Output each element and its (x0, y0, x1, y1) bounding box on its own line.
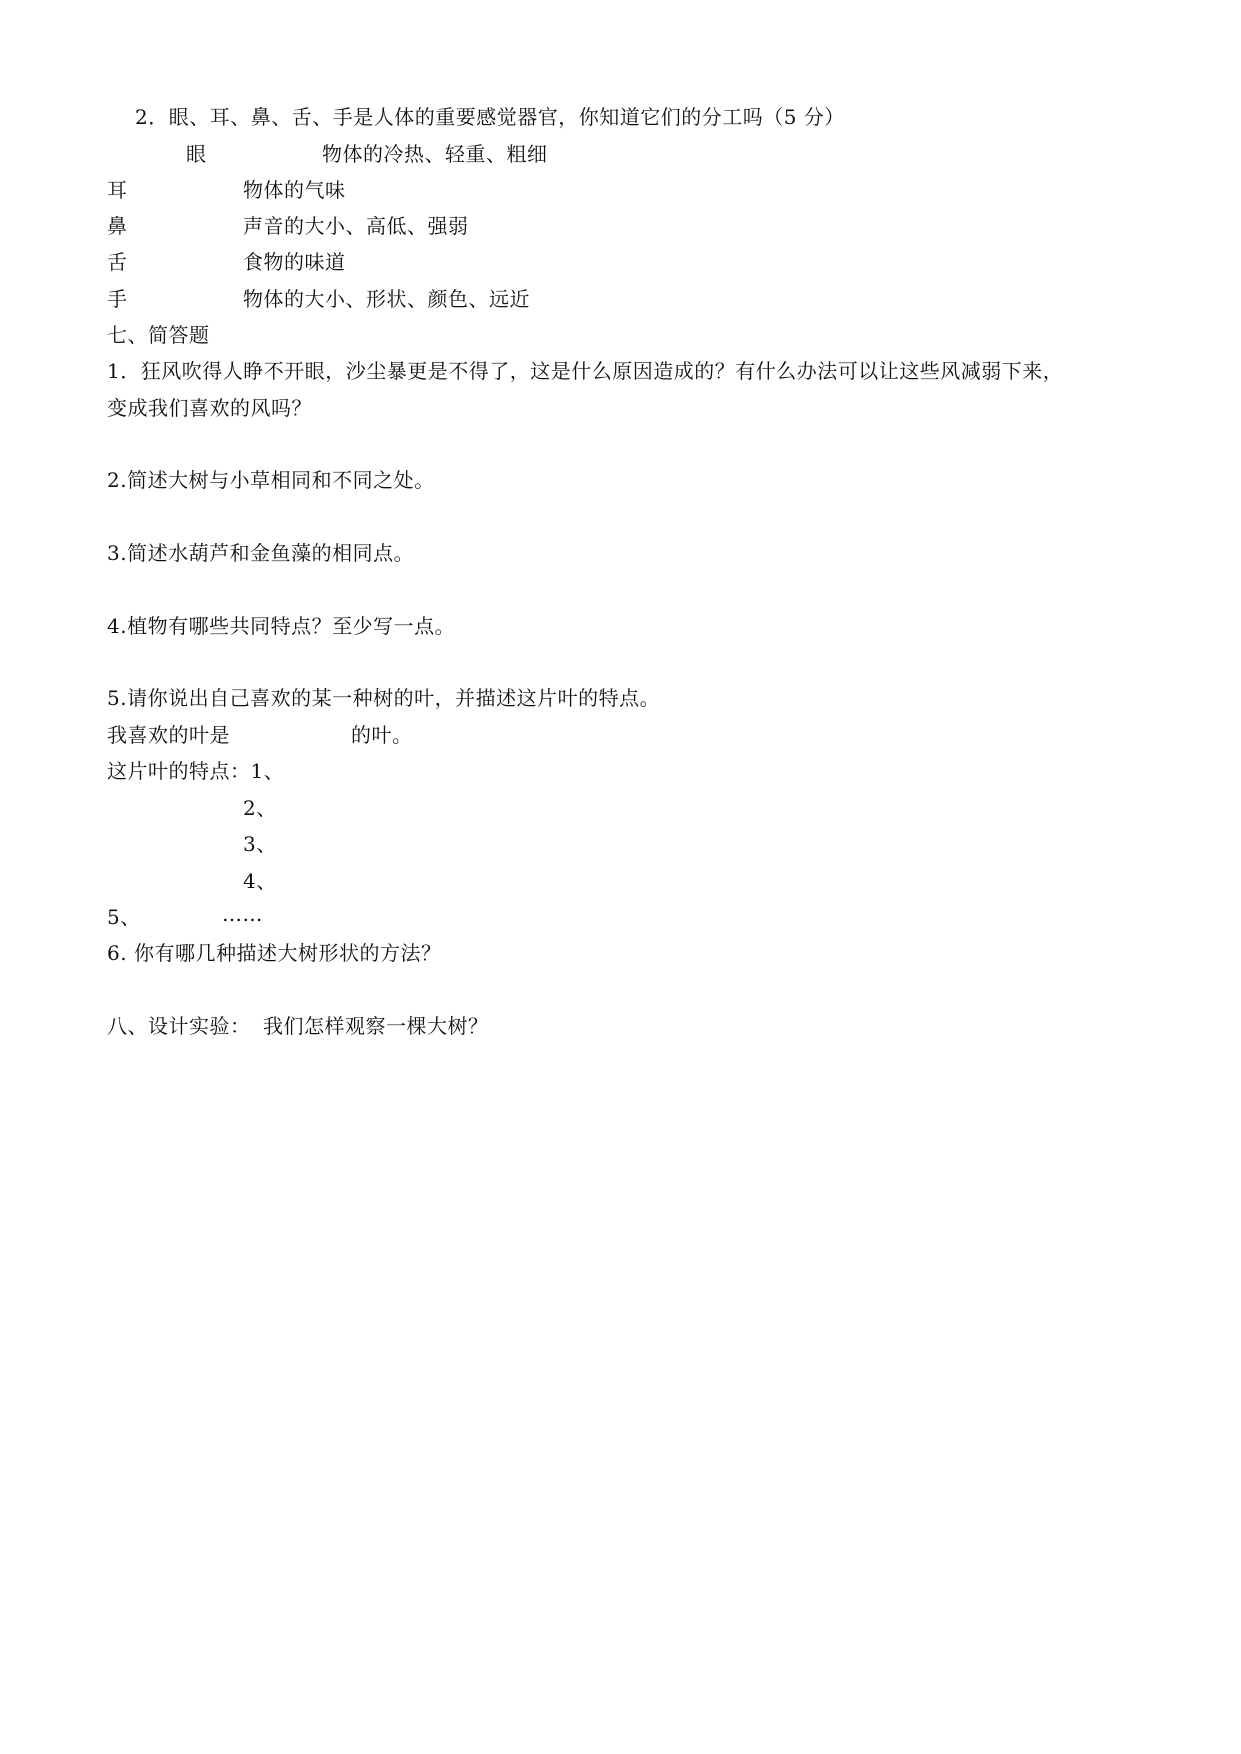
question-2-prompt: 2．眼、耳、鼻、舌、手是人体的重要感觉器官，你知道它们的分工吗（5 分） (135, 105, 845, 129)
q5-feature-item: 3、 (243, 832, 277, 856)
q5-text: 5.请你说出自己喜欢的某一种树的叶，并描述这片叶的特点。 (107, 686, 661, 710)
function-item: 物体的气味 (243, 178, 346, 202)
q5-feature-item: 2、 (243, 796, 277, 820)
organ-eye: 眼 (186, 142, 207, 166)
q2-text: 2.简述大树与小草相同和不同之处。 (107, 468, 435, 492)
q1-line-1: 1．狂风吹得人睁不开眼，沙尘暴更是不得了，这是什么原因造成的？有什么办法可以让这些风减弱下来， (107, 359, 1064, 383)
q3-text: 3.简述水葫芦和金鱼藻的相同点。 (107, 541, 415, 565)
function-item: 物体的大小、形状、颜色、远近 (243, 287, 530, 311)
q1-line-2: 变成我们喜欢的风吗？ (107, 396, 312, 420)
q6-text: 6. 你有哪几种描述大树形状的方法？ (107, 941, 442, 965)
section-7-heading: 七、简答题 (107, 323, 210, 347)
q5-feature-item: 4、 (243, 869, 277, 893)
section-8-question: 我们怎样观察一棵大树？ (263, 1014, 489, 1038)
q5-like-prefix: 我喜欢的叶是 (107, 723, 230, 747)
q5-like-suffix: 的叶。 (351, 723, 413, 747)
organ-ear: 耳 (107, 178, 128, 202)
organ-tongue: 舌 (107, 250, 128, 274)
section-8-heading: 八、设计实验： (107, 1014, 251, 1038)
function-item: 声音的大小、高低、强弱 (243, 214, 469, 238)
q5-features-label: 这片叶的特点：1、 (107, 759, 285, 783)
q4-text: 4.植物有哪些共同特点？至少写一点。 (107, 614, 456, 638)
function-item: 物体的冷热、轻重、粗细 (322, 142, 548, 166)
q5-ellipsis: …… (222, 902, 263, 926)
organ-hand: 手 (107, 287, 128, 311)
function-item: 食物的味道 (243, 250, 346, 274)
organ-nose: 鼻 (107, 214, 128, 238)
q5-feature-item: 5、 (107, 905, 141, 929)
